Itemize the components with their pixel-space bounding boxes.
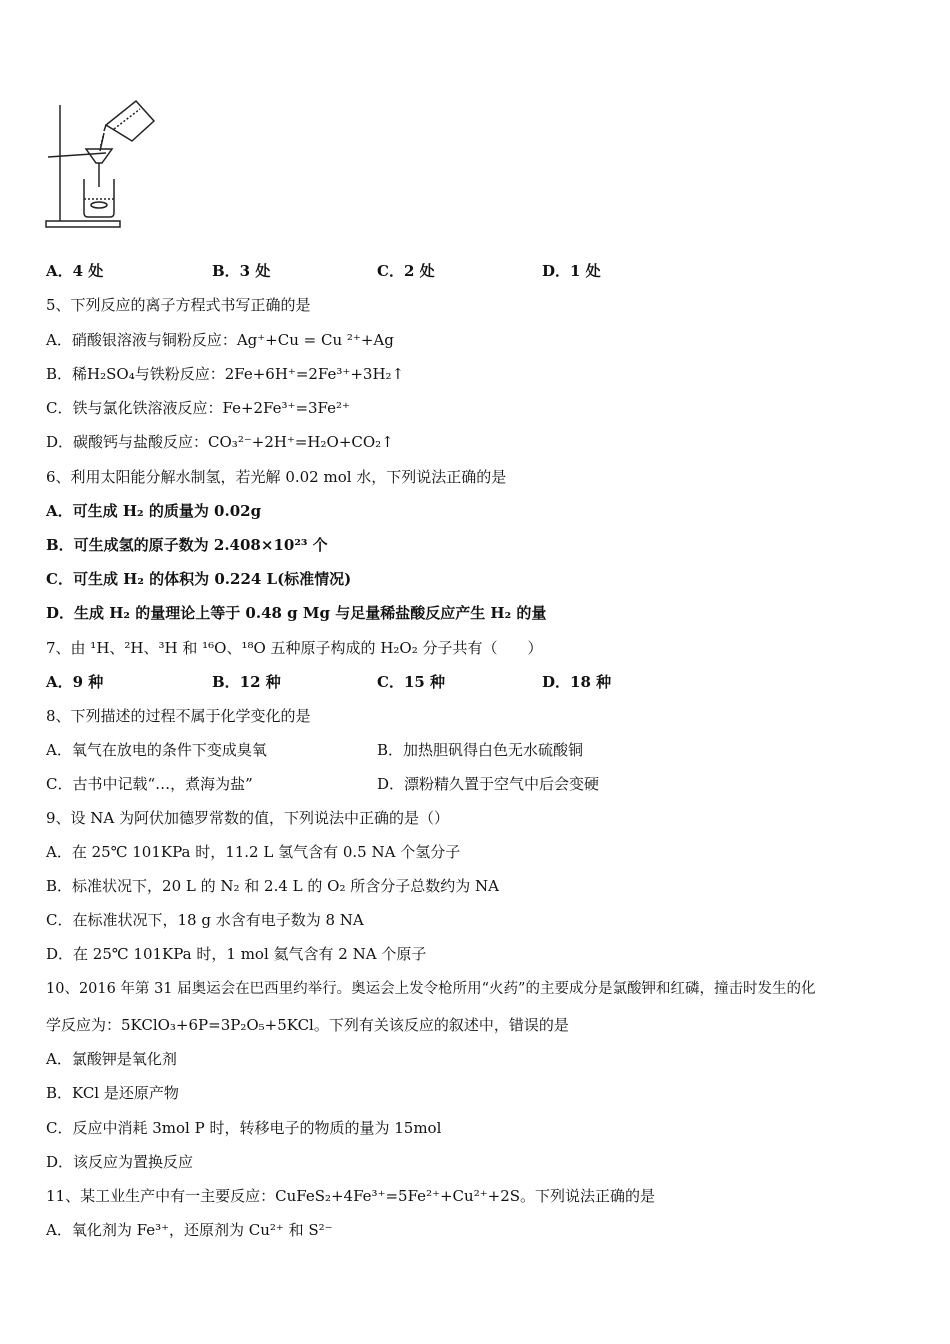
q4-option-b: B．3 处 — [212, 262, 271, 280]
q10-stem-line-1: 10、2016 年第 31 届奥运会在巴西里约举行。奥运会上发令枪所用“火药”的主要成分是氯酸钾和红磷，撞击时发生的化 — [46, 981, 816, 997]
q4-option-a: A．4 处 — [46, 262, 104, 280]
q7-option-d: D．18 种 — [542, 673, 612, 691]
q8-option-b: B．加热胆矾得白色无水硫酸铜 — [377, 741, 584, 759]
q4-option-d: D．1 处 — [542, 262, 601, 280]
q6-option-c: C．可生成 H₂ 的体积为 0.224 L(标准情况) — [46, 570, 352, 588]
q9-stem: 9、设 NA 为阿伏加德罗常数的值，下列说法中正确的是（） — [46, 809, 450, 827]
q10-option-a: A．氯酸钾是氧化剂 — [46, 1050, 177, 1068]
q6-stem: 6、利用太阳能分解水制氢，若光解 0.02 mol 水，下列说法正确的是 — [46, 468, 507, 486]
q5-stem: 5、下列反应的离子方程式书写正确的是 — [46, 296, 311, 314]
q7-option-a: A．9 种 — [46, 673, 104, 691]
q8-stem: 8、下列描述的过程不属于化学变化的是 — [46, 707, 311, 725]
q9-option-b: B．标准状况下，20 L 的 N₂ 和 2.4 L 的 O₂ 所含分子总数约为 NA — [46, 877, 499, 895]
q8-option-a: A．氧气在放电的条件下变成臭氧 — [46, 741, 267, 759]
q7-option-b: B．12 种 — [212, 673, 281, 691]
q9-option-a: A．在 25℃ 101KPa 时，11.2 L 氢气含有 0.5 NA 个氢分子 — [46, 843, 461, 861]
q10-option-d: D．该反应为置换反应 — [46, 1153, 194, 1171]
q5-option-b: B．稀H₂SO₄与铁粉反应：2Fe+6H⁺=2Fe³⁺+3H₂↑ — [46, 365, 405, 383]
q6-option-a: A．可生成 H₂ 的质量为 0.02g — [46, 502, 262, 520]
q8-option-c: C．古书中记载“…，煮海为盐” — [46, 775, 253, 793]
q10-option-c: C．反应中消耗 3mol P 时，转移电子的物质的量为 15mol — [46, 1119, 442, 1137]
filtration-apparatus-figure — [40, 95, 170, 235]
q7-stem: 7、由 ¹H、²H、³H 和 ¹⁶O、¹⁸O 五种原子构成的 H₂O₂ 分子共有（ ） — [46, 639, 543, 657]
q11-stem: 11、某工业生产中有一主要反应：CuFeS₂+4Fe³⁺=5Fe²⁺+Cu²⁺+2S。下列说法正确的是 — [46, 1187, 656, 1205]
q4-option-c: C．2 处 — [377, 262, 435, 280]
q9-option-d: D．在 25℃ 101KPa 时，1 mol 氦气含有 2 NA 个原子 — [46, 945, 427, 963]
q5-option-a: A．硝酸银溶液与铜粉反应：Ag⁺+Cu = Cu ²⁺+Ag — [46, 331, 394, 349]
q11-option-a: A．氧化剂为 Fe³⁺，还原剂为 Cu²⁺ 和 S²⁻ — [46, 1221, 333, 1239]
q5-option-c: C．铁与氯化铁溶液反应：Fe+2Fe³⁺=3Fe²⁺ — [46, 399, 350, 417]
q7-option-c: C．15 种 — [377, 673, 446, 691]
q8-option-d: D．漂粉精久置于空气中后会变硬 — [377, 775, 600, 793]
q9-option-c: C．在标准状况下，18 g 水含有电子数为 8 NA — [46, 911, 364, 929]
q10-stem-line-2: 学反应为：5KClO₃+6P=3P₂O₅+5KCl。下列有关该反应的叙述中，错误的是 — [46, 1016, 569, 1034]
q6-option-b: B．可生成氢的原子数为 2.408×10²³ 个 — [46, 536, 328, 554]
q10-option-b: B．KCl 是还原产物 — [46, 1084, 179, 1102]
q5-option-d: D．碳酸钙与盐酸反应：CO₃²⁻+2H⁺=H₂O+CO₂↑ — [46, 433, 394, 451]
q6-option-d: D．生成 H₂ 的量理论上等于 0.48 g Mg 与足量稀盐酸反应产生 H₂ 的量 — [46, 604, 547, 622]
